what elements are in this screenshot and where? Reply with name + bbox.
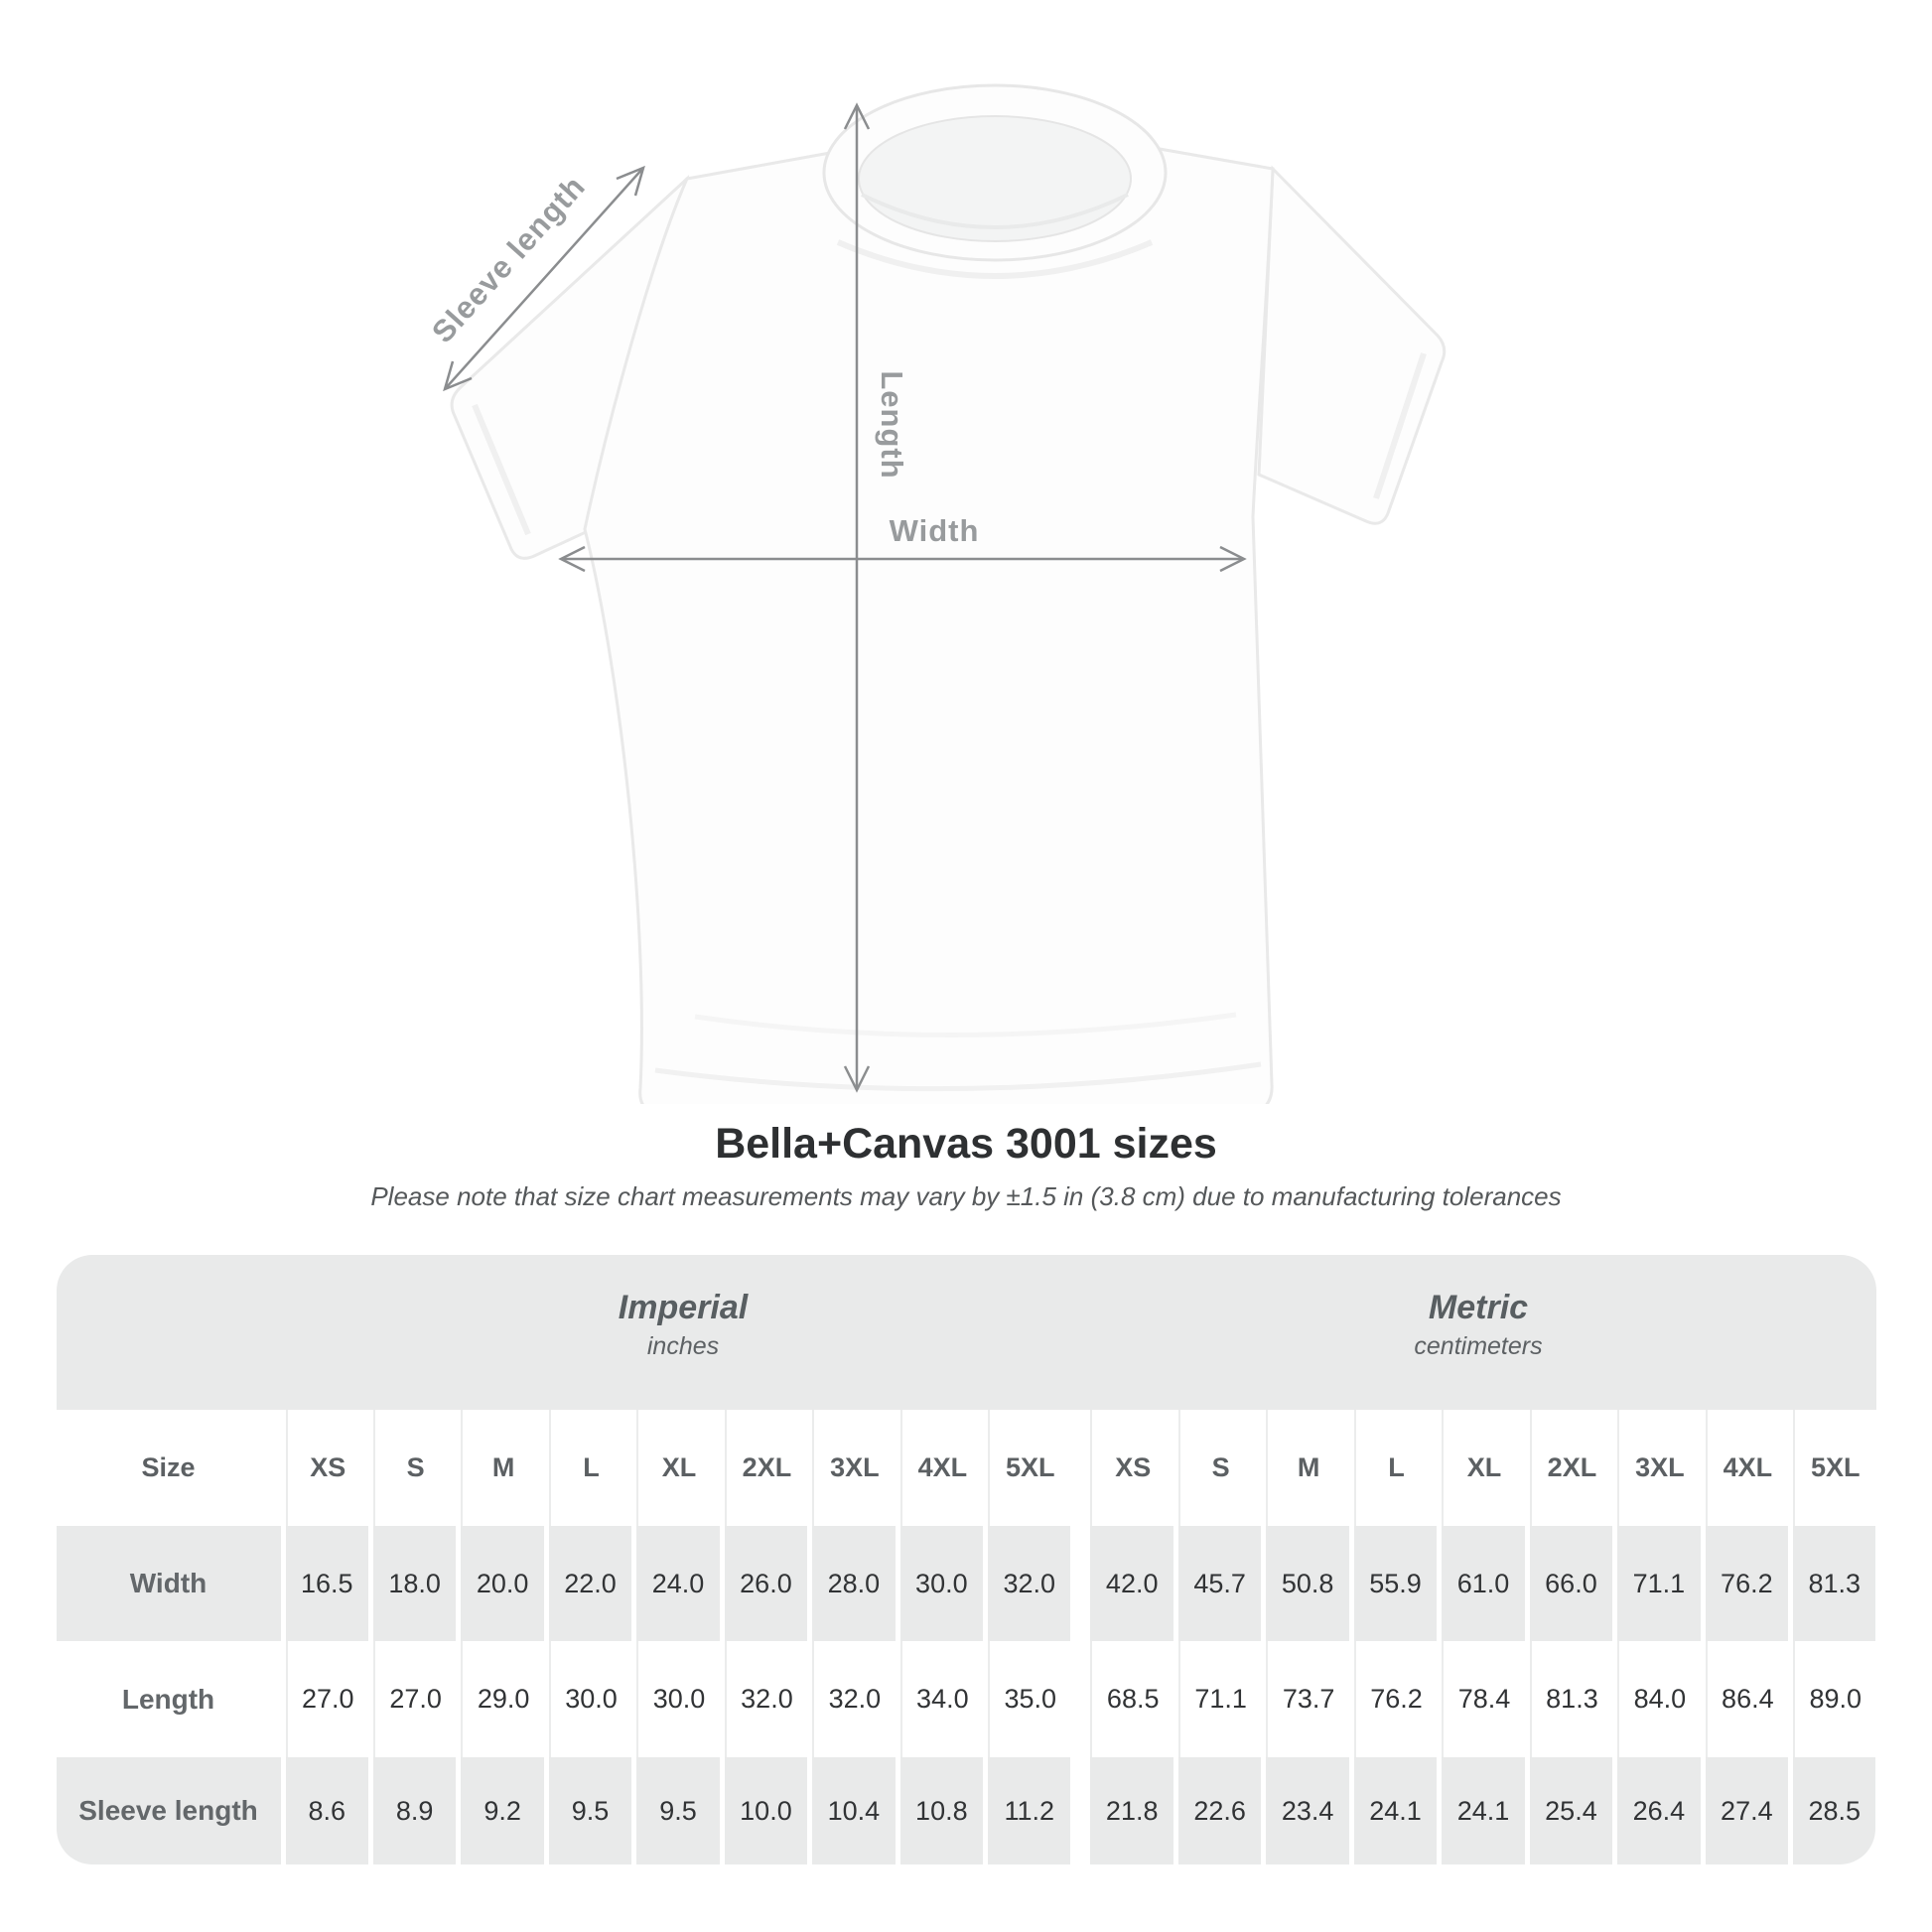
value-cell: 26.0 xyxy=(725,1526,807,1641)
value-cell: 22.6 xyxy=(1178,1757,1261,1864)
value-cell: 8.6 xyxy=(286,1757,368,1864)
value-cell: 42.0 xyxy=(1090,1526,1173,1641)
value-cell: 32.0 xyxy=(988,1526,1070,1641)
size-col-header: 4XL xyxy=(900,1410,983,1526)
value-cell: 66.0 xyxy=(1530,1526,1612,1641)
metric-header xyxy=(1081,1255,1876,1410)
band-spacer xyxy=(57,1255,286,1410)
size-col-header: L xyxy=(549,1410,631,1526)
size-col-header: 2XL xyxy=(1530,1410,1612,1526)
value-cell: 61.0 xyxy=(1442,1526,1524,1641)
value-cell: 34.0 xyxy=(900,1641,983,1757)
value-cell: 89.0 xyxy=(1793,1641,1875,1757)
size-col-header: 5XL xyxy=(988,1410,1070,1526)
value-cell: 68.5 xyxy=(1090,1641,1173,1757)
value-cell: 10.0 xyxy=(725,1757,807,1864)
size-col-header: 4XL xyxy=(1706,1410,1788,1526)
size-col-header: XL xyxy=(636,1410,719,1526)
metric-unit: centimeters xyxy=(1414,1332,1543,1360)
section-spacer xyxy=(1075,1410,1085,1526)
value-cell: 25.4 xyxy=(1530,1757,1612,1864)
value-cell: 29.0 xyxy=(461,1641,543,1757)
value-cell: 71.1 xyxy=(1178,1641,1261,1757)
size-col-header: 3XL xyxy=(1617,1410,1700,1526)
size-col-header: 5XL xyxy=(1793,1410,1875,1526)
sleeve-length-label: Sleeve length xyxy=(425,169,593,349)
value-cell: 24.1 xyxy=(1354,1757,1437,1864)
value-cell: 76.2 xyxy=(1706,1526,1788,1641)
table-row-length xyxy=(57,1641,1876,1757)
value-cell: 84.0 xyxy=(1617,1641,1700,1757)
value-cell: 78.4 xyxy=(1442,1641,1524,1757)
unit-header-band xyxy=(57,1255,1876,1410)
imperial-header xyxy=(286,1255,1081,1410)
section-spacer xyxy=(1075,1526,1085,1641)
table-row-sleeve-length xyxy=(57,1757,1876,1864)
value-cell: 9.2 xyxy=(461,1757,543,1864)
section-spacer xyxy=(1075,1757,1085,1864)
value-cell: 45.7 xyxy=(1178,1526,1261,1641)
value-cell: 24.1 xyxy=(1442,1757,1524,1864)
value-cell: 27.4 xyxy=(1706,1757,1788,1864)
size-col-header: 2XL xyxy=(725,1410,807,1526)
value-cell: 73.7 xyxy=(1266,1641,1348,1757)
size-col-header: S xyxy=(373,1410,456,1526)
value-cell: 30.0 xyxy=(900,1526,983,1641)
row-label: Length xyxy=(57,1641,281,1757)
imperial-title: Imperial xyxy=(618,1289,749,1326)
size-header-row xyxy=(57,1410,1876,1526)
value-cell: 23.4 xyxy=(1266,1757,1348,1864)
value-cell: 28.5 xyxy=(1793,1757,1875,1864)
value-cell: 32.0 xyxy=(725,1641,807,1757)
page-subtitle: Please note that size chart measurements may vary by ±1.5 in (3.8 cm) due to manufacturing tolerances xyxy=(370,1181,1562,1211)
value-cell: 10.4 xyxy=(812,1757,895,1864)
metric-title: Metric xyxy=(1428,1289,1529,1326)
value-cell: 26.4 xyxy=(1617,1757,1700,1864)
value-cell: 81.3 xyxy=(1793,1526,1875,1641)
value-cell: 30.0 xyxy=(636,1641,719,1757)
value-cell: 11.2 xyxy=(988,1757,1070,1864)
value-cell: 81.3 xyxy=(1530,1641,1612,1757)
tshirt-right-sleeve xyxy=(1259,169,1445,523)
length-label: Length xyxy=(875,370,909,480)
tshirt-body xyxy=(585,127,1273,1104)
value-cell: 16.5 xyxy=(286,1526,368,1641)
value-cell: 24.0 xyxy=(636,1526,719,1641)
value-cell: 55.9 xyxy=(1354,1526,1437,1641)
value-cell: 35.0 xyxy=(988,1641,1070,1757)
size-table xyxy=(57,1255,1876,1864)
section-spacer xyxy=(1075,1641,1085,1757)
value-cell: 76.2 xyxy=(1354,1641,1437,1757)
row-label: Width xyxy=(57,1526,281,1641)
value-cell: 32.0 xyxy=(812,1641,895,1757)
value-cell: 27.0 xyxy=(373,1641,456,1757)
size-col-header: M xyxy=(461,1410,543,1526)
value-cell: 27.0 xyxy=(286,1641,368,1757)
value-cell: 18.0 xyxy=(373,1526,456,1641)
imperial-unit: inches xyxy=(646,1332,720,1360)
size-col-header: XS xyxy=(1090,1410,1173,1526)
value-cell: 28.0 xyxy=(812,1526,895,1641)
size-col-header: M xyxy=(1266,1410,1348,1526)
value-cell: 21.8 xyxy=(1090,1757,1173,1864)
size-col-header: XL xyxy=(1442,1410,1524,1526)
table-row-width xyxy=(57,1526,1876,1641)
value-cell: 9.5 xyxy=(636,1757,719,1864)
value-cell: 22.0 xyxy=(549,1526,631,1641)
size-col-header: S xyxy=(1178,1410,1261,1526)
width-label: Width xyxy=(889,513,980,548)
collar-opening xyxy=(859,116,1131,241)
value-cell: 8.9 xyxy=(373,1757,456,1864)
value-cell: 86.4 xyxy=(1706,1641,1788,1757)
size-row-label: Size xyxy=(57,1410,281,1526)
value-cell: 10.8 xyxy=(900,1757,983,1864)
size-col-header: L xyxy=(1354,1410,1437,1526)
size-col-header: XS xyxy=(286,1410,368,1526)
page-title: Bella+Canvas 3001 sizes xyxy=(715,1120,1217,1168)
value-cell: 50.8 xyxy=(1266,1526,1348,1641)
value-cell: 71.1 xyxy=(1617,1526,1700,1641)
value-cell: 20.0 xyxy=(461,1526,543,1641)
row-label: Sleeve length xyxy=(57,1757,281,1864)
value-cell: 30.0 xyxy=(549,1641,631,1757)
value-cell: 9.5 xyxy=(549,1757,631,1864)
size-col-header: 3XL xyxy=(812,1410,895,1526)
